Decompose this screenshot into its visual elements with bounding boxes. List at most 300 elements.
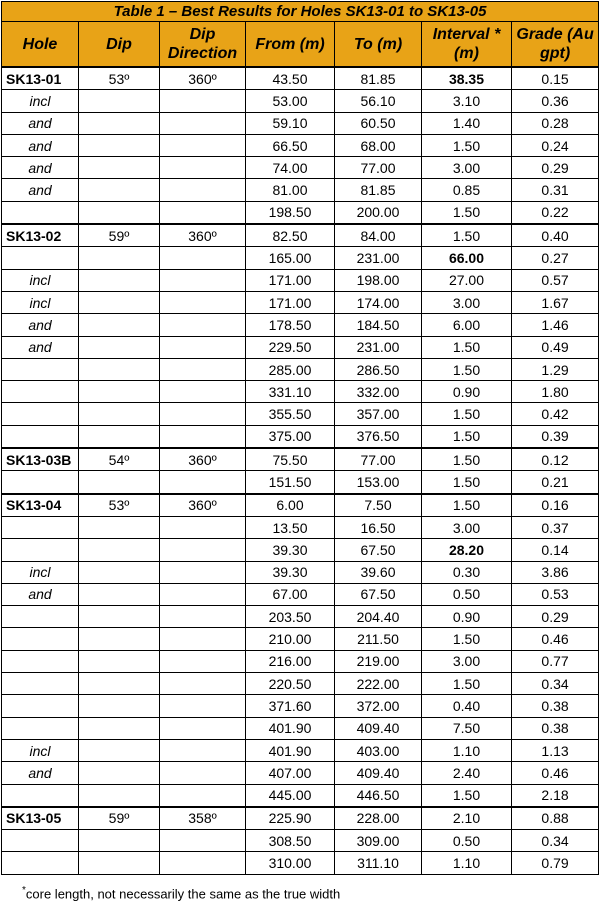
table-row	[2, 516, 599, 538]
cell-hole: and	[2, 314, 79, 336]
header-dip-direction: Dip Direction	[160, 22, 246, 68]
cell-interval: 0.40	[422, 695, 512, 717]
cell-grade: 0.22	[512, 201, 599, 224]
table-row	[2, 291, 599, 313]
cell-dip	[79, 762, 160, 784]
cell-interval: 0.30	[422, 561, 512, 583]
table-row	[2, 224, 599, 247]
cell-dip	[79, 717, 160, 739]
cell-interval: 1.50	[422, 471, 512, 494]
cell-interval: 66.00	[422, 247, 512, 269]
cell-interval: 27.00	[422, 269, 512, 291]
cell-from: 407.00	[246, 762, 335, 784]
cell-from: 371.60	[246, 695, 335, 717]
cell-grade: 1.13	[512, 739, 599, 761]
table-row	[2, 358, 599, 380]
cell-dip-direction	[160, 695, 246, 717]
table-row	[2, 561, 599, 583]
cell-hole	[2, 673, 79, 695]
cell-dip	[79, 471, 160, 494]
cell-dip	[79, 583, 160, 605]
cell-dip	[79, 381, 160, 403]
cell-dip	[79, 516, 160, 538]
cell-to: 39.60	[335, 561, 422, 583]
cell-grade: 0.12	[512, 448, 599, 471]
cell-grade: 0.29	[512, 606, 599, 628]
cell-grade: 0.14	[512, 539, 599, 561]
cell-grade: 0.79	[512, 852, 599, 874]
cell-grade: 1.29	[512, 358, 599, 380]
cell-interval: 1.50	[422, 494, 512, 517]
cell-hole: and	[2, 583, 79, 605]
cell-dip	[79, 539, 160, 561]
cell-from: 6.00	[246, 494, 335, 517]
cell-dip	[79, 90, 160, 112]
cell-interval: 1.50	[422, 784, 512, 807]
cell-interval: 0.50	[422, 830, 512, 852]
footnote-text: core length, not necessarily the same as the true width	[25, 886, 341, 902]
cell-hole: SK13-04	[2, 494, 79, 517]
cell-from: 178.50	[246, 314, 335, 336]
cell-grade: 1.67	[512, 291, 599, 313]
cell-from: 308.50	[246, 830, 335, 852]
cell-to: 84.00	[335, 224, 422, 247]
header-row	[2, 22, 599, 68]
cell-interval: 0.90	[422, 381, 512, 403]
cell-interval: 1.50	[422, 628, 512, 650]
table-row	[2, 673, 599, 695]
cell-dip: 54º	[79, 448, 160, 471]
cell-interval: 3.00	[422, 516, 512, 538]
cell-to: 198.00	[335, 269, 422, 291]
cell-hole	[2, 852, 79, 874]
cell-interval: 1.50	[422, 448, 512, 471]
cell-from: 66.50	[246, 134, 335, 156]
cell-to: 372.00	[335, 695, 422, 717]
cell-from: 225.90	[246, 807, 335, 830]
cell-grade: 0.24	[512, 134, 599, 156]
cell-hole: and	[2, 112, 79, 134]
cell-grade: 0.53	[512, 583, 599, 605]
cell-from: 43.50	[246, 67, 335, 90]
cell-interval: 0.50	[422, 583, 512, 605]
cell-grade: 0.77	[512, 650, 599, 672]
cell-from: 216.00	[246, 650, 335, 672]
cell-grade: 0.15	[512, 67, 599, 90]
cell-hole	[2, 539, 79, 561]
cell-dip-direction	[160, 830, 246, 852]
cell-interval: 1.50	[422, 224, 512, 247]
table-row	[2, 717, 599, 739]
cell-from: 39.30	[246, 539, 335, 561]
cell-dip: 59º	[79, 807, 160, 830]
cell-to: 81.85	[335, 179, 422, 201]
cell-dip	[79, 739, 160, 761]
cell-dip-direction	[160, 201, 246, 224]
cell-from: 75.50	[246, 448, 335, 471]
table-row	[2, 784, 599, 807]
cell-from: 401.90	[246, 739, 335, 761]
cell-grade: 0.46	[512, 762, 599, 784]
cell-dip	[79, 336, 160, 358]
cell-interval: 38.35	[422, 67, 512, 90]
cell-to: 174.00	[335, 291, 422, 313]
header-interval: Interval * (m)	[422, 22, 512, 68]
cell-grade: 2.18	[512, 784, 599, 807]
table-row	[2, 739, 599, 761]
cell-to: 231.00	[335, 247, 422, 269]
cell-dip	[79, 425, 160, 448]
cell-from: 331.10	[246, 381, 335, 403]
table-row	[2, 314, 599, 336]
table-row	[2, 695, 599, 717]
cell-dip-direction	[160, 784, 246, 807]
cell-to: 68.00	[335, 134, 422, 156]
cell-hole	[2, 471, 79, 494]
cell-dip-direction: 360º	[160, 448, 246, 471]
title-row	[2, 2, 599, 22]
cell-to: 446.50	[335, 784, 422, 807]
cell-to: 56.10	[335, 90, 422, 112]
cell-hole	[2, 403, 79, 425]
cell-from: 203.50	[246, 606, 335, 628]
cell-hole: incl	[2, 269, 79, 291]
cell-hole	[2, 425, 79, 448]
cell-grade: 0.21	[512, 471, 599, 494]
cell-hole: incl	[2, 90, 79, 112]
cell-dip-direction	[160, 471, 246, 494]
cell-to: 184.50	[335, 314, 422, 336]
cell-dip-direction	[160, 269, 246, 291]
table-row	[2, 403, 599, 425]
cell-hole: SK13-03B	[2, 448, 79, 471]
cell-hole: SK13-05	[2, 807, 79, 830]
cell-dip	[79, 561, 160, 583]
cell-interval: 1.50	[422, 673, 512, 695]
cell-interval: 7.50	[422, 717, 512, 739]
table-row	[2, 134, 599, 156]
results-table	[1, 1, 599, 875]
table-row	[2, 381, 599, 403]
table-row	[2, 247, 599, 269]
cell-to: 409.40	[335, 762, 422, 784]
cell-dip-direction	[160, 314, 246, 336]
cell-grade: 0.42	[512, 403, 599, 425]
cell-hole	[2, 784, 79, 807]
cell-from: 39.30	[246, 561, 335, 583]
cell-hole	[2, 516, 79, 538]
cell-dip	[79, 112, 160, 134]
cell-to: 77.00	[335, 157, 422, 179]
cell-interval: 1.10	[422, 852, 512, 874]
cell-dip	[79, 134, 160, 156]
cell-interval: 1.50	[422, 403, 512, 425]
cell-dip-direction	[160, 852, 246, 874]
table-row	[2, 830, 599, 852]
cell-interval: 1.10	[422, 739, 512, 761]
header-dip: Dip	[79, 22, 160, 68]
cell-dip-direction	[160, 561, 246, 583]
table-row	[2, 157, 599, 179]
table-row	[2, 179, 599, 201]
table-row	[2, 471, 599, 494]
cell-to: 67.50	[335, 539, 422, 561]
cell-from: 445.00	[246, 784, 335, 807]
cell-to: 77.00	[335, 448, 422, 471]
cell-to: 81.85	[335, 67, 422, 90]
cell-to: 357.00	[335, 403, 422, 425]
cell-hole	[2, 695, 79, 717]
cell-dip-direction	[160, 157, 246, 179]
cell-hole: incl	[2, 561, 79, 583]
cell-hole	[2, 247, 79, 269]
cell-dip	[79, 673, 160, 695]
table-row	[2, 650, 599, 672]
cell-hole	[2, 650, 79, 672]
cell-dip	[79, 157, 160, 179]
cell-to: 200.00	[335, 201, 422, 224]
cell-hole: and	[2, 762, 79, 784]
cell-grade: 0.38	[512, 717, 599, 739]
cell-from: 310.00	[246, 852, 335, 874]
cell-interval: 3.10	[422, 90, 512, 112]
cell-hole	[2, 201, 79, 224]
cell-from: 59.10	[246, 112, 335, 134]
cell-from: 13.50	[246, 516, 335, 538]
header-hole: Hole	[2, 22, 79, 68]
cell-grade: 0.57	[512, 269, 599, 291]
cell-dip-direction	[160, 516, 246, 538]
cell-dip-direction	[160, 291, 246, 313]
cell-dip-direction	[160, 583, 246, 605]
cell-grade: 0.31	[512, 179, 599, 201]
cell-to: 332.00	[335, 381, 422, 403]
cell-from: 151.50	[246, 471, 335, 494]
cell-from: 198.50	[246, 201, 335, 224]
cell-dip	[79, 247, 160, 269]
cell-dip-direction: 360º	[160, 224, 246, 247]
table-row	[2, 425, 599, 448]
cell-to: 409.40	[335, 717, 422, 739]
cell-interval: 3.00	[422, 157, 512, 179]
cell-hole: and	[2, 157, 79, 179]
cell-hole: SK13-01	[2, 67, 79, 90]
cell-grade: 0.37	[512, 516, 599, 538]
table-row	[2, 112, 599, 134]
cell-hole: SK13-02	[2, 224, 79, 247]
cell-interval: 2.10	[422, 807, 512, 830]
cell-from: 210.00	[246, 628, 335, 650]
cell-from: 220.50	[246, 673, 335, 695]
cell-dip-direction	[160, 179, 246, 201]
cell-to: 228.00	[335, 807, 422, 830]
cell-dip-direction	[160, 112, 246, 134]
cell-dip-direction	[160, 650, 246, 672]
cell-grade: 3.86	[512, 561, 599, 583]
cell-dip-direction	[160, 90, 246, 112]
cell-from: 171.00	[246, 291, 335, 313]
cell-grade: 0.27	[512, 247, 599, 269]
cell-dip-direction	[160, 673, 246, 695]
cell-dip-direction	[160, 247, 246, 269]
table-row	[2, 606, 599, 628]
cell-dip	[79, 403, 160, 425]
table-row	[2, 807, 599, 830]
table-row	[2, 67, 599, 90]
cell-hole	[2, 717, 79, 739]
cell-to: 219.00	[335, 650, 422, 672]
cell-dip	[79, 695, 160, 717]
cell-dip	[79, 784, 160, 807]
cell-dip	[79, 201, 160, 224]
cell-to: 311.10	[335, 852, 422, 874]
cell-dip-direction	[160, 134, 246, 156]
header-grade: Grade (Au gpt)	[512, 22, 599, 68]
cell-hole: and	[2, 179, 79, 201]
cell-grade: 0.49	[512, 336, 599, 358]
table-row	[2, 90, 599, 112]
cell-to: 309.00	[335, 830, 422, 852]
cell-dip-direction	[160, 762, 246, 784]
table-row	[2, 539, 599, 561]
cell-from: 285.00	[246, 358, 335, 380]
cell-to: 60.50	[335, 112, 422, 134]
cell-grade: 0.34	[512, 673, 599, 695]
cell-from: 81.00	[246, 179, 335, 201]
cell-interval: 1.50	[422, 425, 512, 448]
cell-from: 82.50	[246, 224, 335, 247]
cell-from: 67.00	[246, 583, 335, 605]
cell-interval: 6.00	[422, 314, 512, 336]
cell-from: 401.90	[246, 717, 335, 739]
cell-dip	[79, 628, 160, 650]
table-row	[2, 494, 599, 517]
table-body	[2, 67, 599, 874]
cell-dip-direction: 360º	[160, 67, 246, 90]
cell-to: 376.50	[335, 425, 422, 448]
cell-hole	[2, 358, 79, 380]
table-row	[2, 628, 599, 650]
table-row	[2, 336, 599, 358]
cell-to: 222.00	[335, 673, 422, 695]
cell-dip: 53º	[79, 67, 160, 90]
cell-to: 67.50	[335, 583, 422, 605]
cell-from: 74.00	[246, 157, 335, 179]
cell-dip: 59º	[79, 224, 160, 247]
cell-to: 16.50	[335, 516, 422, 538]
cell-to: 286.50	[335, 358, 422, 380]
cell-interval: 1.50	[422, 336, 512, 358]
cell-dip-direction	[160, 403, 246, 425]
cell-grade: 0.88	[512, 807, 599, 830]
cell-to: 403.00	[335, 739, 422, 761]
cell-dip-direction	[160, 606, 246, 628]
table-title: Table 1 – Best Results for Holes SK13-01 to SK13-05	[2, 2, 599, 22]
cell-grade: 0.34	[512, 830, 599, 852]
table-row	[2, 201, 599, 224]
cell-dip-direction	[160, 381, 246, 403]
cell-dip	[79, 269, 160, 291]
table-row	[2, 583, 599, 605]
footnote-mark: *	[22, 885, 26, 896]
cell-from: 165.00	[246, 247, 335, 269]
cell-dip-direction	[160, 425, 246, 448]
table-row	[2, 448, 599, 471]
cell-interval: 1.40	[422, 112, 512, 134]
cell-to: 204.40	[335, 606, 422, 628]
cell-interval: 1.50	[422, 134, 512, 156]
cell-dip-direction	[160, 358, 246, 380]
cell-grade: 1.46	[512, 314, 599, 336]
table-row	[2, 762, 599, 784]
table-row	[2, 269, 599, 291]
cell-hole: and	[2, 336, 79, 358]
cell-grade: 0.16	[512, 494, 599, 517]
cell-interval: 0.85	[422, 179, 512, 201]
cell-hole	[2, 830, 79, 852]
cell-dip	[79, 179, 160, 201]
cell-grade: 0.46	[512, 628, 599, 650]
cell-dip-direction	[160, 739, 246, 761]
cell-dip	[79, 830, 160, 852]
table-row	[2, 852, 599, 874]
cell-dip: 53º	[79, 494, 160, 517]
cell-dip	[79, 650, 160, 672]
cell-from: 229.50	[246, 336, 335, 358]
header-from: From (m)	[246, 22, 335, 68]
cell-grade: 0.40	[512, 224, 599, 247]
cell-interval: 2.40	[422, 762, 512, 784]
cell-from: 355.50	[246, 403, 335, 425]
cell-to: 153.00	[335, 471, 422, 494]
cell-dip	[79, 852, 160, 874]
cell-grade: 0.28	[512, 112, 599, 134]
cell-from: 53.00	[246, 90, 335, 112]
cell-grade: 0.38	[512, 695, 599, 717]
cell-grade: 0.29	[512, 157, 599, 179]
cell-interval: 3.00	[422, 650, 512, 672]
cell-hole	[2, 606, 79, 628]
cell-hole	[2, 381, 79, 403]
cell-dip-direction	[160, 628, 246, 650]
cell-dip	[79, 606, 160, 628]
cell-hole	[2, 628, 79, 650]
cell-dip-direction: 358º	[160, 807, 246, 830]
cell-dip-direction	[160, 717, 246, 739]
cell-hole: incl	[2, 291, 79, 313]
cell-interval: 1.50	[422, 201, 512, 224]
cell-interval: 3.00	[422, 291, 512, 313]
cell-dip	[79, 358, 160, 380]
cell-dip-direction: 360º	[160, 494, 246, 517]
cell-dip-direction	[160, 539, 246, 561]
cell-interval: 28.20	[422, 539, 512, 561]
footnote	[22, 885, 340, 901]
cell-interval: 0.90	[422, 606, 512, 628]
cell-interval: 1.50	[422, 358, 512, 380]
cell-hole: incl	[2, 739, 79, 761]
cell-to: 7.50	[335, 494, 422, 517]
cell-grade: 0.36	[512, 90, 599, 112]
header-to: To (m)	[335, 22, 422, 68]
cell-hole: and	[2, 134, 79, 156]
cell-grade: 1.80	[512, 381, 599, 403]
cell-to: 231.00	[335, 336, 422, 358]
cell-to: 211.50	[335, 628, 422, 650]
cell-dip-direction	[160, 336, 246, 358]
cell-from: 375.00	[246, 425, 335, 448]
cell-dip	[79, 291, 160, 313]
